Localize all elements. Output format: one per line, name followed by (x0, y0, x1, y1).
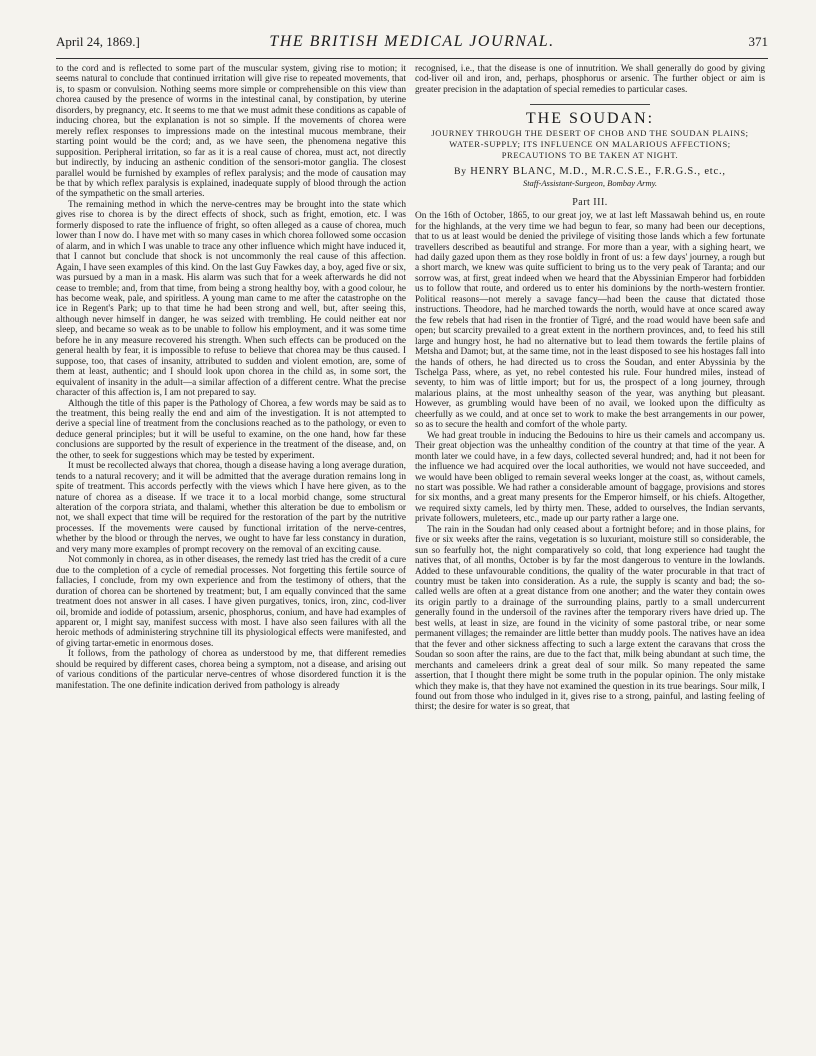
author-rank: Staff-Assistant-Surgeon, Bombay Army. (522, 178, 658, 189)
paragraph: recognised, i.e., that the disease is one of innutrition. We shall generally do good by giving cod-liver oil and iron, and, perhaps, phosphorus or arsenic. The further object or aim is greater precision in the adaptation of special remedies to particular cases. (415, 64, 765, 95)
paragraph: to the cord and is reflected to some part of the muscular system, giving rise to motion; it seems natural to conclude that continued irritation will give rise to repeated movements, that is, to spasm or convulsion. Nothing seems more simple or comprehensible on this view than chorea caused by the presence of worms in the intestinal canal, by constipation, by uterine disorders, by pregnancy, etc. It seems to me that we must admit these conditions as capable of inducing chorea, but the explanation is not so simple. If the movements of chorea were merely reflex responses to impressions made on the intestinal mucous membrane, their starting point would be the cord; and, as we have seen, the phenomena negative this supposition. Peripheral irritation, so far as it is a real cause of chorea, must act, not directly but indirectly, by inducing an asthenic condition of the sensori-motor ganglia. The closest parallel would be furnished by examples of reflex paralysis; and the mode of causation may be that by which reflex paralysis is explained, inadequate supply of blood through the action of the sympathetic on the small arteries. (56, 64, 406, 200)
paragraph: It must be recollected always that chorea, though a disease having a long average duration, tends to a natural recovery; and it will be admitted that the average duration remains long in spite of treatment. This accords perfectly with the views which I have here given, as to the nature of chorea as a disease. If we trace it to a local morbid change, some structural alteration of the corpora striata, and thalami, whether this alteration be due to embolism or not, we shall expect that time will be required for the restoration of the part by the nutritive processes. If the movements were caused by functional irritation of the nerve-centres, whether by the blood or through the nerves, we ought to have far less constancy in duration, and very many more examples of prompt recovery on the removal of an exciting cause. (56, 461, 406, 555)
author-name: HENRY BLANC, M.D., M.R.C.S.E., F.R.G.S., etc., (470, 165, 726, 177)
left-column (56, 64, 406, 691)
page-number: 371 (748, 34, 768, 49)
part-heading: Part III. (572, 196, 608, 208)
paragraph: Although the title of this paper is the Pathology of Chorea, a few words may be said as to the treatment, this being really the end and aim of the investigation. It is not attempted to derive a special line of treatment from the conclusions reached as to the pathology, or even to deduce general principles; but it will be useful to examine, on the one hand, how far these conclusions are supported by the result of experience in the treatment of the disease, and, on the other, to seek for suggestions which may be tested by experiment. (56, 398, 406, 461)
paragraph: The remaining method in which the nerve-centres may be brought into the state which gives rise to chorea is by the direct effects of shock, such as fright, emotion, etc. I was formerly disposed to rate the influence of fright, so often alleged as a cause of chorea, much lower than I now do. I have met with so many cases in which chorea followed some occasion of alarm, and in which I was unable to trace any other influence which might have induced it, that I cannot but conclude that shock is not uncommonly the real cause of this affection. Again, I have seen examples of this kind. On the last Guy Fawkes day, a boy, aged five or six, was pursued by a man in a mask. His alarm was such that for a week afterwards he did not cease to tremble; and, from that time, from being a strong healthy boy, with a good colour, he has become weak, pale, and spiritless. A young man came to me after the catastrophe on the ice in Regent's Park; up to that time he had been strong and well, but, after seeing this, although never himself in danger, he was seized with trembling. He could neither eat nor sleep, and became so weak as to be unable to follow his employment, and it was some time before he in any measure recovered his strength. When such effects can be produced on the general health by fear, it is impossible to refuse to believe that chorea may be thus caused. I suppose, too, that cases of insanity, attributed to sudden and violent emotion, are, some of them at least, authentic; and I should look upon chorea in the child as, in some sort, the equivalent of insanity in the adult—a similar affection of a different centre. What the precise character of this affection is, I am not prepared to say. (56, 199, 406, 399)
paragraph: The rain in the Soudan had only ceased about a fortnight before; and in those plains, for five or six weeks after the rains, vegetation is so luxuriant, moisture still so considerable, the sun so fearfully hot, the night comparatively so cold, that long experience had taught the natives that, of all months, October is by far the most dangerous to venture in the lowlands. Added to these unfavourable conditions, the quality of the water procurable in that tract of country must be taken into consideration. As a rule, the supply is scanty and bad; the so-called wells are often at a great distance from one another; and the water they contain owes its origin partly to a drainage of the surrounding plains, partly to a small undercurrent generally found in the undersoil of the ravines after the temporary rivers have dried up. The best wells, at least in size, are found in the vicinity of some pastoral tribe, or near some permanent villages; the remainder are little better than muddy pools. The natives have an idea that the fever and other sickness affecting to such a large extent the caravans that cross the Soudan so soon after the rains, are due to the fact that, milk being abundant at such time, the merchants and cameleers drink a great deal of sour milk. So many repeated the same assertion, that I thought there might be some truth in the popular opinion. The only mistake which they make is, that they have not examined the question in its true bearings. Sour milk, I found out from those who indulged in it, gives rise to a strong, painful, and lasting feeling of thirst; the desire for water is so great, that (415, 524, 765, 713)
paragraph: It follows, from the pathology of chorea as understood by me, that different remedies should be required by different cases, chorea being a symptom, not a disease, and arising out of various conditions of the particular nerve-centres of whose disordered function it is the manifestation. The one definite indication derived from pathology is already (56, 649, 406, 691)
byline-prefix: By (454, 166, 467, 177)
article-subtitle: JOURNEY THROUGH THE DESERT OF CHOB AND THE SOUDAN PLAINS; WATER-SUPPLY; ITS INFLUENCE ON MALARIOUS AFFECTIONS; PRECAUTIONS TO BE TAKEN AT NIGHT. (431, 127, 749, 160)
paragraph: We had great trouble in inducing the Bedouins to hire us their camels and accompany us. Their great objection was the unhealthy condition of the country at that time of the year. A month later we could have, in a few days, collected several hundred; and, had it not been for the influence we had acquired over the local authorities, we would not have succeeded, and we would have been obliged to remain several weeks longer at the coast, as, without camels, no start was possible. We had rather a considerable amount of baggage, provisions and stores for six months, and a great many presents for the Emperor himself, or his chiefs. Altogether, we required sixty camels, led by thirty men. These, added to ourselves, the Indian servants, private followers, muleteers, etc., made up our party rather a large one. (415, 430, 765, 525)
paragraph: Not commonly in chorea, as in other diseases, the remedy last tried has the credit of a cure due to the completion of a cycle of remedial processes. Not forgetting this fertile source of fallacies, I conclude, from my own experience and from the testimony of others, that the duration of chorea can be shortened by treatment; but, I am equally convinced that the same treatment does not answer in all cases. I have given purgatives, tonics, iron, zinc, cod-liver oil, bromide and iodide of potassium, arsenic, phosphorus, conium, and have had examples of apparent or, I might say, manifest success with most. I have also seen failures with all the heroic methods of administering strychnine till its physiological effects were manifested, and of giving tartar-emetic in enormous doses. (56, 555, 406, 649)
paragraph: On the 16th of October, 1865, to our great joy, we at last left Massawah behind us, en route for the highlands, at the very time we had begun to fear, so many had been our deceptions, that to us at least would be denied the privilege of visiting those lands which a few fortunate travellers described as beautiful and strange. For more than a year, with a sighing heart, we had daily gazed upon them as they rose boldly in front of us: a few days' journey, a rough but a short march, we knew was quite sufficient to bring us to the very peak of Taranta; and our sorrow was, at first, great indeed when we heard that the Abyssinian Emperor had forbidden us to follow that route, and ordered us to enter his dominions by the north-western frontier. Political reasons—not merely a savage fancy—had been the cause that dictated those instructions. Theodore, had he marched towards the north, would have at once scared away the few rebels that had risen in the frontier of Tigré, and the road would have been safe and open; but scarcity prevailed to a great extent in the northern provinces, and, to feed his still large and hungry host, he had no alternative but to lead them towards the fertile plains of Metsha and Damot; but, at the same time, not in the least disposed to see his hostages fall into the hands of others, he had directed us to cross the Soudan, and enter Abyssinia by the Tschelga Pass, where, as yet, no rebel contested his rule. Four hundred miles, instead of seventy, to him was of little import; but for us, the prospect of a long journey, through malarious plains, at the most unhealthy season of the year, was anything but pleasant. However, as grumbling would have been of no avail, we looked upon the difficulty as cheerfully as we could, and at once set to work to make the best arrangements in our power, so as to secure the health and comfort of the whole party. (415, 211, 765, 431)
section-divider (530, 104, 650, 105)
byline (415, 167, 765, 177)
article-title: THE SOUDAN: (525, 110, 655, 128)
journal-title: THE BRITISH MEDICAL JOURNAL. (269, 33, 555, 50)
header-rule (56, 58, 768, 59)
issue-date: April 24, 1869.] (56, 34, 140, 49)
running-header (56, 34, 768, 54)
right-column (415, 64, 765, 713)
